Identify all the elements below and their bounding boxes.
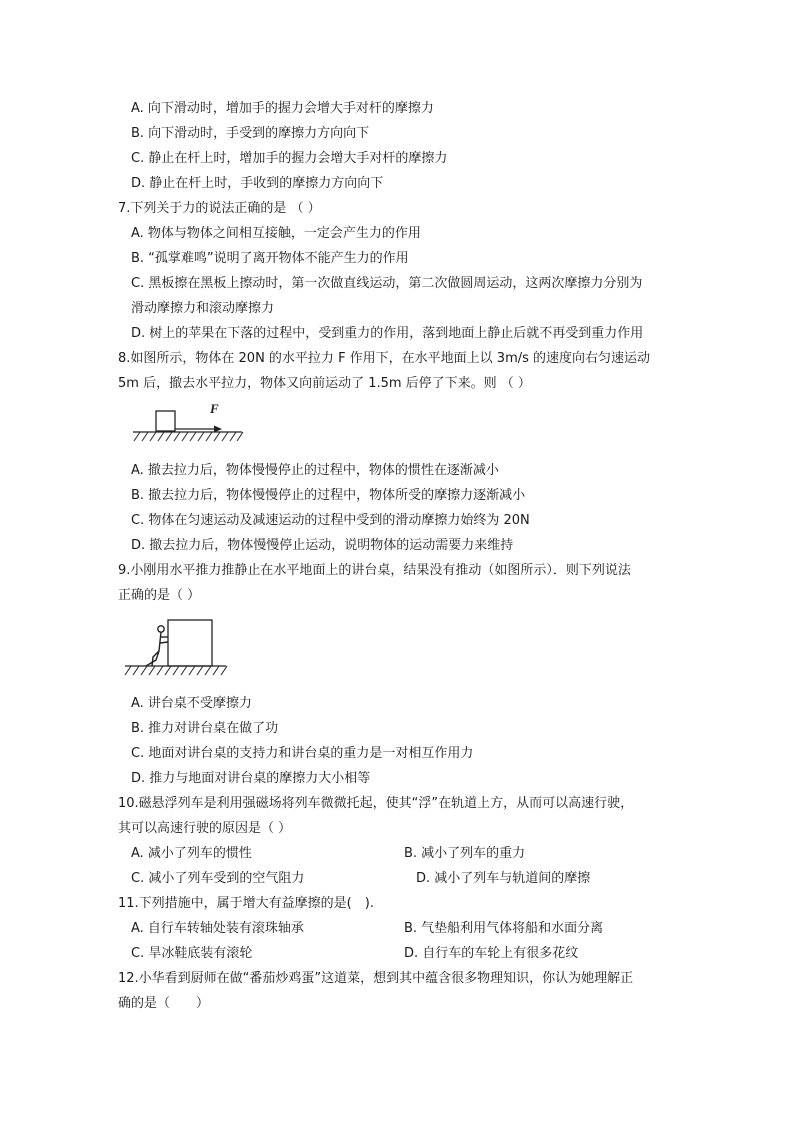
q10-option-c: C. 减小了列车受到的空气阻力 xyxy=(131,871,305,886)
q11-stem: 11.下列措施中，属于增大有益摩擦的是( ). xyxy=(118,896,374,911)
q8-figure xyxy=(130,400,250,448)
q11-option-d: D. 自行车的车轮上有很多花纹 xyxy=(404,946,579,961)
q9-stem: 9.小刚用水平推力推静止在水平地面上的讲台桌，结果没有推动（如图所示）．则下列说法 xyxy=(118,563,631,578)
q9-option-c: C. 地面对讲台桌的支持力和讲台桌的重力是一对相互作用力 xyxy=(131,746,474,761)
q12-stem: 12.小华看到厨师在做“番茄炒鸡蛋”这道菜，想到其中蕴含很多物理知识，你认为她理解正 xyxy=(118,971,634,986)
q10-option-a: A. 减小了列车的惯性 xyxy=(131,846,252,861)
q8-option-c: C. 物体在匀速运动及减速运动的过程中受到的滑动摩擦力始终为 20N xyxy=(131,513,530,528)
q7-option-a: A. 物体与物体之间相互接触，一定会产生力的作用 xyxy=(131,226,421,241)
q6-option-d: D. 静止在杆上时，手收到的摩擦力方向向下 xyxy=(131,176,384,191)
q9-figure xyxy=(122,615,232,679)
q6-option-c: C. 静止在杆上时，增加手的握力会增大手对杆的摩擦力 xyxy=(131,151,448,166)
person-pushing-icon xyxy=(146,626,168,666)
q11-option-c: C. 旱冰鞋底装有滚轮 xyxy=(131,946,253,961)
q8-stem-cont: 5m 后，撤去水平拉力，物体又向前运动了 1.5m 后停了下来。则 （ ） xyxy=(118,376,531,391)
q6-option-a: A. 向下滑动时，增加手的握力会增大手对杆的摩擦力 xyxy=(131,101,434,116)
block xyxy=(156,411,175,431)
q11-option-a: A. 自行车转轴处装有滚珠轴承 xyxy=(131,921,304,936)
ground-hatch xyxy=(134,432,243,441)
q9-option-b: B. 推力对讲台桌在做了功 xyxy=(131,721,279,736)
q7-option-b: B. “孤掌难鸣”说明了离开物体不能产生力的作用 xyxy=(131,251,409,266)
q11-option-b: B. 气垫船利用气体将船和水面分离 xyxy=(404,921,604,936)
q10-option-d: D. 减小了列车与轨道间的摩擦 xyxy=(416,871,591,886)
q6-option-b: B. 向下滑动时，手受到的摩擦力方向向下 xyxy=(131,126,370,141)
q8-option-d: D. 撤去拉力后，物体慢慢停止运动，说明物体的运动需要力来维持 xyxy=(131,538,514,553)
q10-stem: 10.磁悬浮列车是利用强磁场将列车微微托起，使其“浮”在轨道上方，从而可以高速行驶， xyxy=(118,796,634,811)
q12-stem-cont: 确的是（ ） xyxy=(118,996,210,1011)
q10-stem-cont: 其可以高速行驶的原因是（ ） xyxy=(118,821,292,836)
q7-stem: 7.下列关于力的说法正确的是 （ ） xyxy=(118,201,321,216)
q7-option-c-cont: 滑动摩擦力和滚动摩擦力 xyxy=(131,301,275,316)
force-label: F xyxy=(210,401,219,416)
q8-option-b: B. 撤去拉力后，物体慢慢停止的过程中，物体所受的摩擦力逐渐减小 xyxy=(131,488,526,503)
q7-option-c: C. 黑板擦在黑板上擦动时，第一次做直线运动，第二次做圆周运动，这两次摩擦力分别为 xyxy=(131,276,643,291)
q10-option-b: B. 减小了列车的重力 xyxy=(404,846,526,861)
q9-stem-cont: 正确的是（ ） xyxy=(118,588,201,603)
q9-option-a: A. 讲台桌不受摩擦力 xyxy=(131,696,252,711)
lectern-desk xyxy=(168,620,212,666)
q8-stem: 8.如图所示，物体在 20N 的水平拉力 F 作用下，在水平地面上以 3m/s 的速度向右匀速运动 xyxy=(118,351,651,366)
q8-option-a: A. 撤去拉力后，物体慢慢停止的过程中，物体的惯性在逐渐减小 xyxy=(131,463,499,478)
q9-option-d: D. 推力与地面对讲台桌的摩擦力大小相等 xyxy=(131,771,371,786)
ground-hatch xyxy=(125,666,227,675)
q7-option-d: D. 树上的苹果在下落的过程中，受到重力的作用，落到地面上静止后就不再受到重力作用 xyxy=(131,326,644,341)
